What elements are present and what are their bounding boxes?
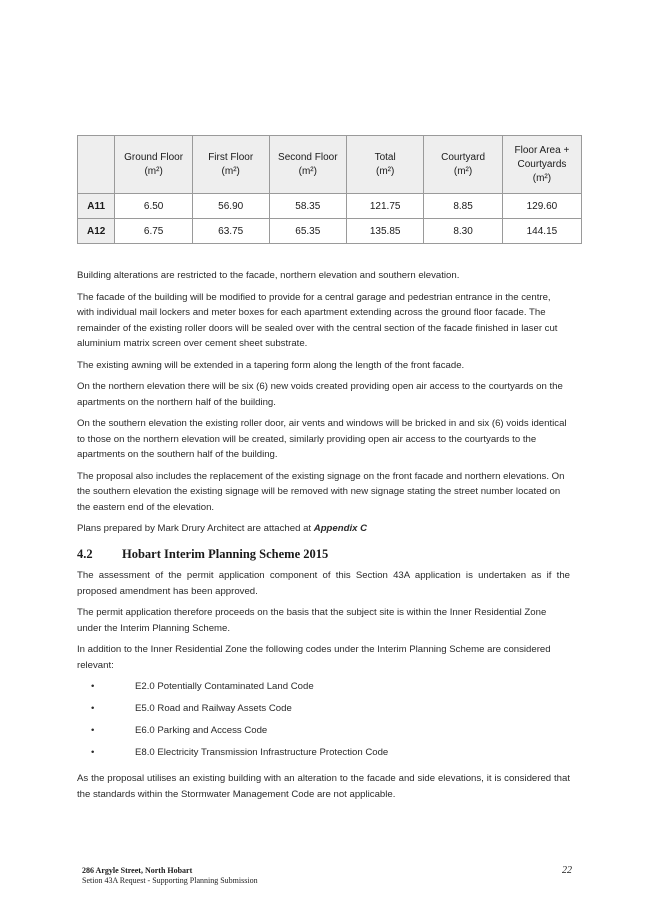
table-cell: 56.90 bbox=[192, 194, 269, 219]
header-unit: (m²) bbox=[221, 165, 240, 177]
header-label: First Floor bbox=[208, 151, 254, 163]
header-unit: (m²) bbox=[453, 165, 473, 177]
header-label: Total bbox=[374, 151, 396, 163]
header-first-floor bbox=[192, 136, 269, 194]
list-item bbox=[77, 701, 570, 723]
header-unit: (m²) bbox=[532, 172, 552, 184]
paragraph: The permit application therefore proceeds on the basis that the subject site is within the Inner Residential Zone under the Interim Planning Scheme. bbox=[77, 607, 547, 634]
paragraph: On the southern elevation the existing roller door, air vents and windows will be bricked in and six (6) voids identical to those on the northern elevation will be created, similarly providing open air access to the courtyards to the apartments on the southern half of the building. bbox=[77, 418, 567, 460]
header-label: Courtyard bbox=[441, 151, 485, 163]
paragraph: The existing awning will be extended in a tapering form along the length of the front facade. bbox=[77, 359, 465, 371]
header-total bbox=[347, 136, 424, 194]
table-corner-cell bbox=[78, 136, 115, 194]
header-unit: (m²) bbox=[376, 165, 395, 177]
body-text bbox=[77, 268, 570, 808]
page-footer bbox=[82, 866, 572, 886]
table-cell: 58.35 bbox=[269, 194, 347, 219]
plans-text: Plans prepared by Mark Drury Architect are attached at bbox=[77, 523, 314, 534]
table-cell: 135.85 bbox=[347, 219, 424, 244]
paragraph: The proposal also includes the replacement of the existing signage on the front facade and northern elevations. On the southern elevation the existing signage will be removed with new signage stating the street number located on the eastern end of the elevation. bbox=[77, 470, 565, 513]
paragraph: The facade of the building will be modified to provide for a central garage and pedestrian entrance in the centre, with individual mail lockers and meter boxes for each apartment extending across the ground floor facade. The remainder of the existing roller doors will be sealed over with the central section of the facade finished in laser cut aluminium matrix screen over cement sheet substrate. bbox=[77, 291, 558, 349]
table-cell: 129.60 bbox=[502, 194, 581, 219]
section-number: 4.2 bbox=[77, 546, 93, 561]
header-label: Second Floor bbox=[278, 151, 338, 163]
header-unit: (m²) bbox=[298, 165, 317, 177]
appendix-reference: Appendix C bbox=[313, 523, 368, 534]
table-row bbox=[78, 219, 582, 244]
row-label: A12 bbox=[78, 219, 115, 244]
paragraph-plans bbox=[77, 521, 570, 537]
header-floor-area-courtyards bbox=[502, 136, 581, 194]
footer-subtitle: Setion 43A Request - Supporting Planning Submission bbox=[82, 876, 258, 885]
bullet-icon: • bbox=[91, 681, 95, 692]
table-cell: 144.15 bbox=[502, 219, 581, 244]
table-cell: 8.85 bbox=[424, 194, 503, 219]
header-second-floor bbox=[269, 136, 347, 194]
section-title: Hobart Interim Planning Scheme 2015 bbox=[122, 546, 329, 561]
header-courtyard bbox=[424, 136, 503, 194]
table-cell: 8.30 bbox=[424, 219, 503, 244]
table-cell: 121.75 bbox=[347, 194, 424, 219]
bullet-icon: • bbox=[91, 703, 95, 714]
page-number: 22 bbox=[562, 865, 572, 876]
paragraph: The assessment of the permit application component of this Section 43A application is undertaken as if the proposed amendment has been approved. bbox=[77, 570, 570, 597]
list-item bbox=[77, 745, 570, 767]
row-label: A11 bbox=[78, 194, 115, 219]
floor-area-table bbox=[77, 135, 582, 244]
bullet-icon: • bbox=[91, 747, 95, 758]
paragraph: On the northern elevation there will be six (6) new voids created providing open air access to the courtyards on the apartments on the northern half of the building. bbox=[77, 381, 563, 408]
paragraph: As the proposal utilises an existing building with an alteration to the facade and side elevations, it is considered that the standards within the Stormwater Management Code are not applicable. bbox=[77, 773, 570, 800]
list-item bbox=[77, 679, 570, 701]
header-ground-floor bbox=[115, 136, 193, 194]
table-cell: 6.75 bbox=[115, 219, 193, 244]
table-cell: 65.35 bbox=[269, 219, 347, 244]
table-cell: 63.75 bbox=[192, 219, 269, 244]
bullet-icon: • bbox=[91, 725, 95, 736]
list-item-text: E2.0 Potentially Contaminated Land Code bbox=[135, 681, 314, 692]
list-item-text: E5.0 Road and Railway Assets Code bbox=[135, 703, 292, 714]
codes-list bbox=[77, 679, 570, 767]
header-label-line2: Courtyards bbox=[517, 158, 567, 170]
paragraph: In addition to the Inner Residential Zone the following codes under the Interim Planning Scheme are considered relevant: bbox=[77, 644, 551, 671]
table-cell: 6.50 bbox=[115, 194, 193, 219]
list-item-text: E8.0 Electricity Transmission Infrastructure Protection Code bbox=[135, 747, 389, 758]
table-header-row bbox=[78, 136, 582, 194]
header-label: Ground Floor bbox=[124, 151, 184, 163]
footer-address: 286 Argyle Street, North Hobart bbox=[82, 866, 193, 875]
paragraph: Building alterations are restricted to the facade, northern elevation and southern elevation. bbox=[77, 270, 460, 281]
list-item bbox=[77, 723, 570, 745]
list-item-text: E6.0 Parking and Access Code bbox=[135, 725, 268, 736]
header-label: Floor Area + bbox=[514, 144, 570, 156]
table-row bbox=[78, 194, 582, 219]
header-unit: (m²) bbox=[144, 165, 163, 177]
section-heading bbox=[77, 547, 570, 563]
